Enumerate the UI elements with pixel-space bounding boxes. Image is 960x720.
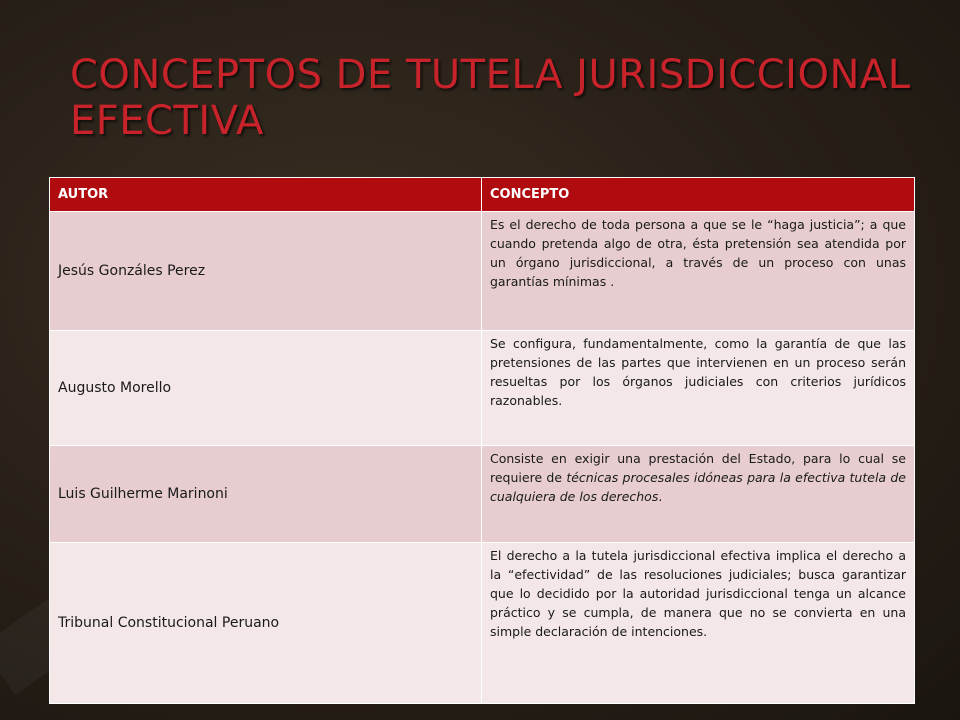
table-row: [50, 543, 915, 704]
author-cell: Luis Guilherme Marinoni: [50, 446, 482, 543]
concept-cell: [482, 446, 915, 543]
concept-cell: Es el derecho de toda persona a que se le “haga justicia”; a que cuando pretenda algo de otra, ésta pretensión sea atendida por un órgano jurisdiccional, a través de un proceso con unas garantías mínimas .: [482, 212, 915, 331]
concept-cell: El derecho a la tutela jurisdiccional efectiva implica el derecho a la “efectividad” de las resoluciones judiciales; busca garantizar que lo decidido por la autoridad jurisdiccional tenga un alcance práctico y se cumpla, de manera que no se convierta en una simple declaración de intenciones.: [482, 543, 915, 704]
table-row: [50, 212, 915, 331]
concepts-table: [49, 177, 915, 704]
concept-text-end: .: [658, 489, 663, 504]
header-concept: CONCEPTO: [482, 178, 915, 212]
concept-cell: Se configura, fundamentalmente, como la garantía de que las pretensiones de las partes que intervienen en un proceso serán resueltas por los órganos judiciales con criterios jurídicos razonables.: [482, 331, 915, 446]
header-author: AUTOR: [50, 178, 482, 212]
concept-text: Consiste en exigir una prestación del Estado, para lo cual se requiere de: [490, 451, 906, 485]
table-row: [50, 331, 915, 446]
table-row: [50, 446, 915, 543]
author-cell: Augusto Morello: [50, 331, 482, 446]
author-cell: Tribunal Constitucional Peruano: [50, 543, 482, 704]
concept-emphasis: técnicas procesales idóneas para la efectiva tutela de cualquiera de los derechos: [490, 470, 906, 504]
slide-title: CONCEPTOS DE TUTELA JURISDICCIONAL EFECTIVA: [70, 52, 911, 144]
table-header-row: [50, 178, 915, 212]
author-cell: Jesús Gonzáles Perez: [50, 212, 482, 331]
